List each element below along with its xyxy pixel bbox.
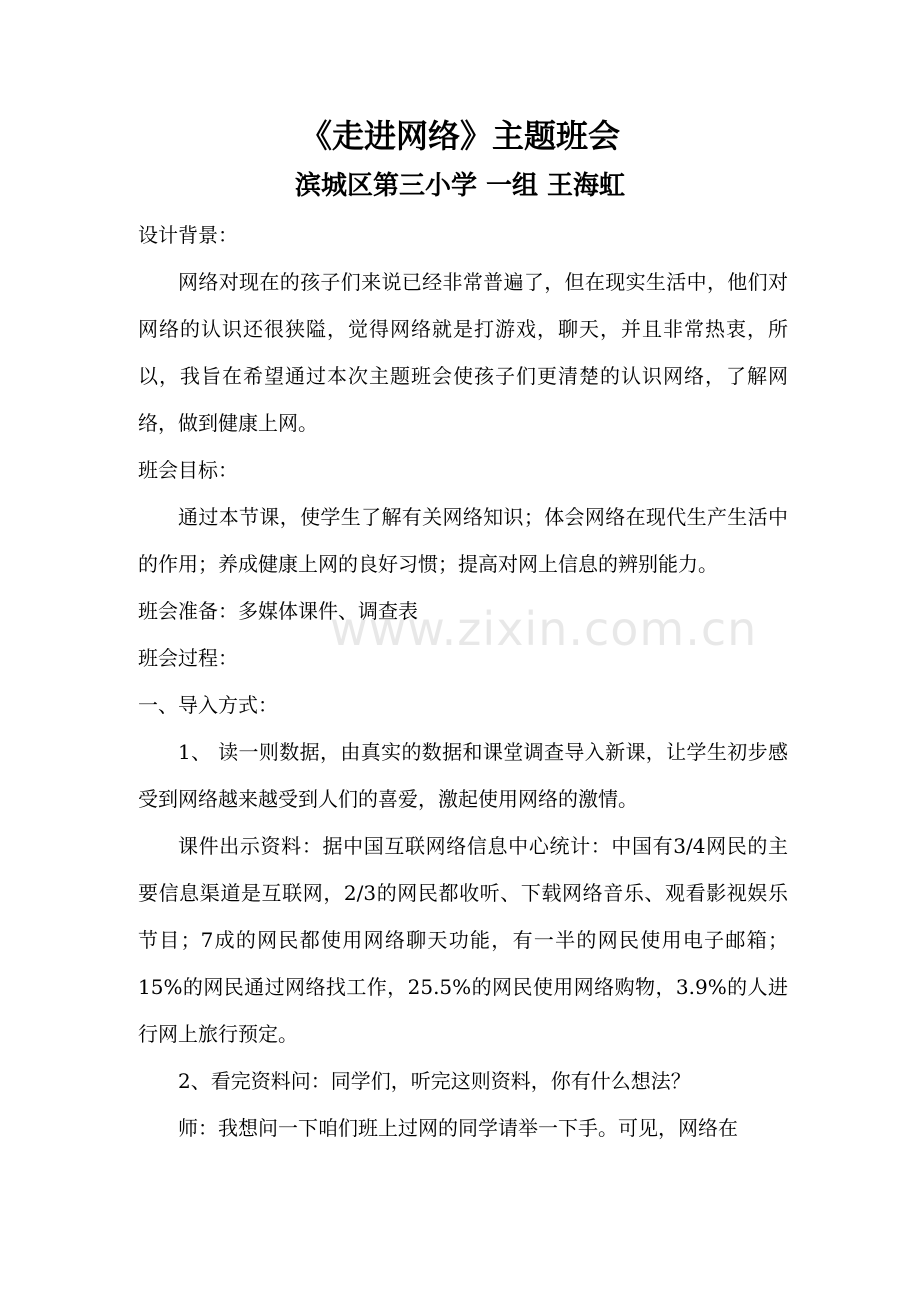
paragraph-teacher: 师：我想问一下咱们班上过网的同学请举一下手。可见，网络在 bbox=[178, 1116, 738, 1140]
document-subtitle: 滨城区第三小学 一组 王海虹 bbox=[294, 171, 626, 201]
paragraph-courseware-data: 课件出示资料：据中国互联网络信息中心统计：中国有3/4网民的主要信息渠道是互联网，2/3的网民都收听、下载网络音乐、观看影视娱乐节目；7成的网民都使用网络聊天功能，有一半的网民使用电子邮箱；15%的网民通过网络找工作，25.5%的网民使用网络购物，3.9%的人进行网上旅行预定。 bbox=[138, 834, 788, 1046]
heading-class-preparation: 班会准备：多媒体课件、调查表 bbox=[138, 599, 418, 623]
paragraph-step-1: 1、 读一则数据，由真实的数据和课堂调查导入新课，让学生初步感受到网络越来越受到人们的喜爱，激起使用网络的激情。 bbox=[138, 740, 788, 811]
heading-class-process: 班会过程： bbox=[138, 646, 238, 670]
watermark: www.zixin.com.cn bbox=[330, 602, 758, 656]
paragraph-step-2: 2、看完资料问：同学们，听完这则资料，你有什么想法？ bbox=[178, 1069, 691, 1093]
heading-section-intro: 一、导入方式： bbox=[138, 693, 278, 717]
paragraph-goals: 通过本节课，使学生了解有关网络知识；体会网络在现代生产生活中的作用；养成健康上网的良好习惯；提高对网上信息的辨别能力。 bbox=[138, 505, 788, 576]
document-body bbox=[138, 212, 788, 1152]
paragraph-background: 网络对现在的孩子们来说已经非常普遍了，但在现实生活中，他们对网络的认识还很狭隘，觉得网络就是打游戏，聊天，并且非常热衷，所以，我旨在希望通过本次主题班会使孩子们更清楚的认识网络，了解网络，做到健康上网。 bbox=[138, 270, 788, 435]
heading-design-background: 设计背景： bbox=[138, 223, 238, 247]
document-title: 《走进网络》主题班会 bbox=[299, 117, 620, 155]
heading-class-goals: 班会目标： bbox=[138, 458, 238, 482]
